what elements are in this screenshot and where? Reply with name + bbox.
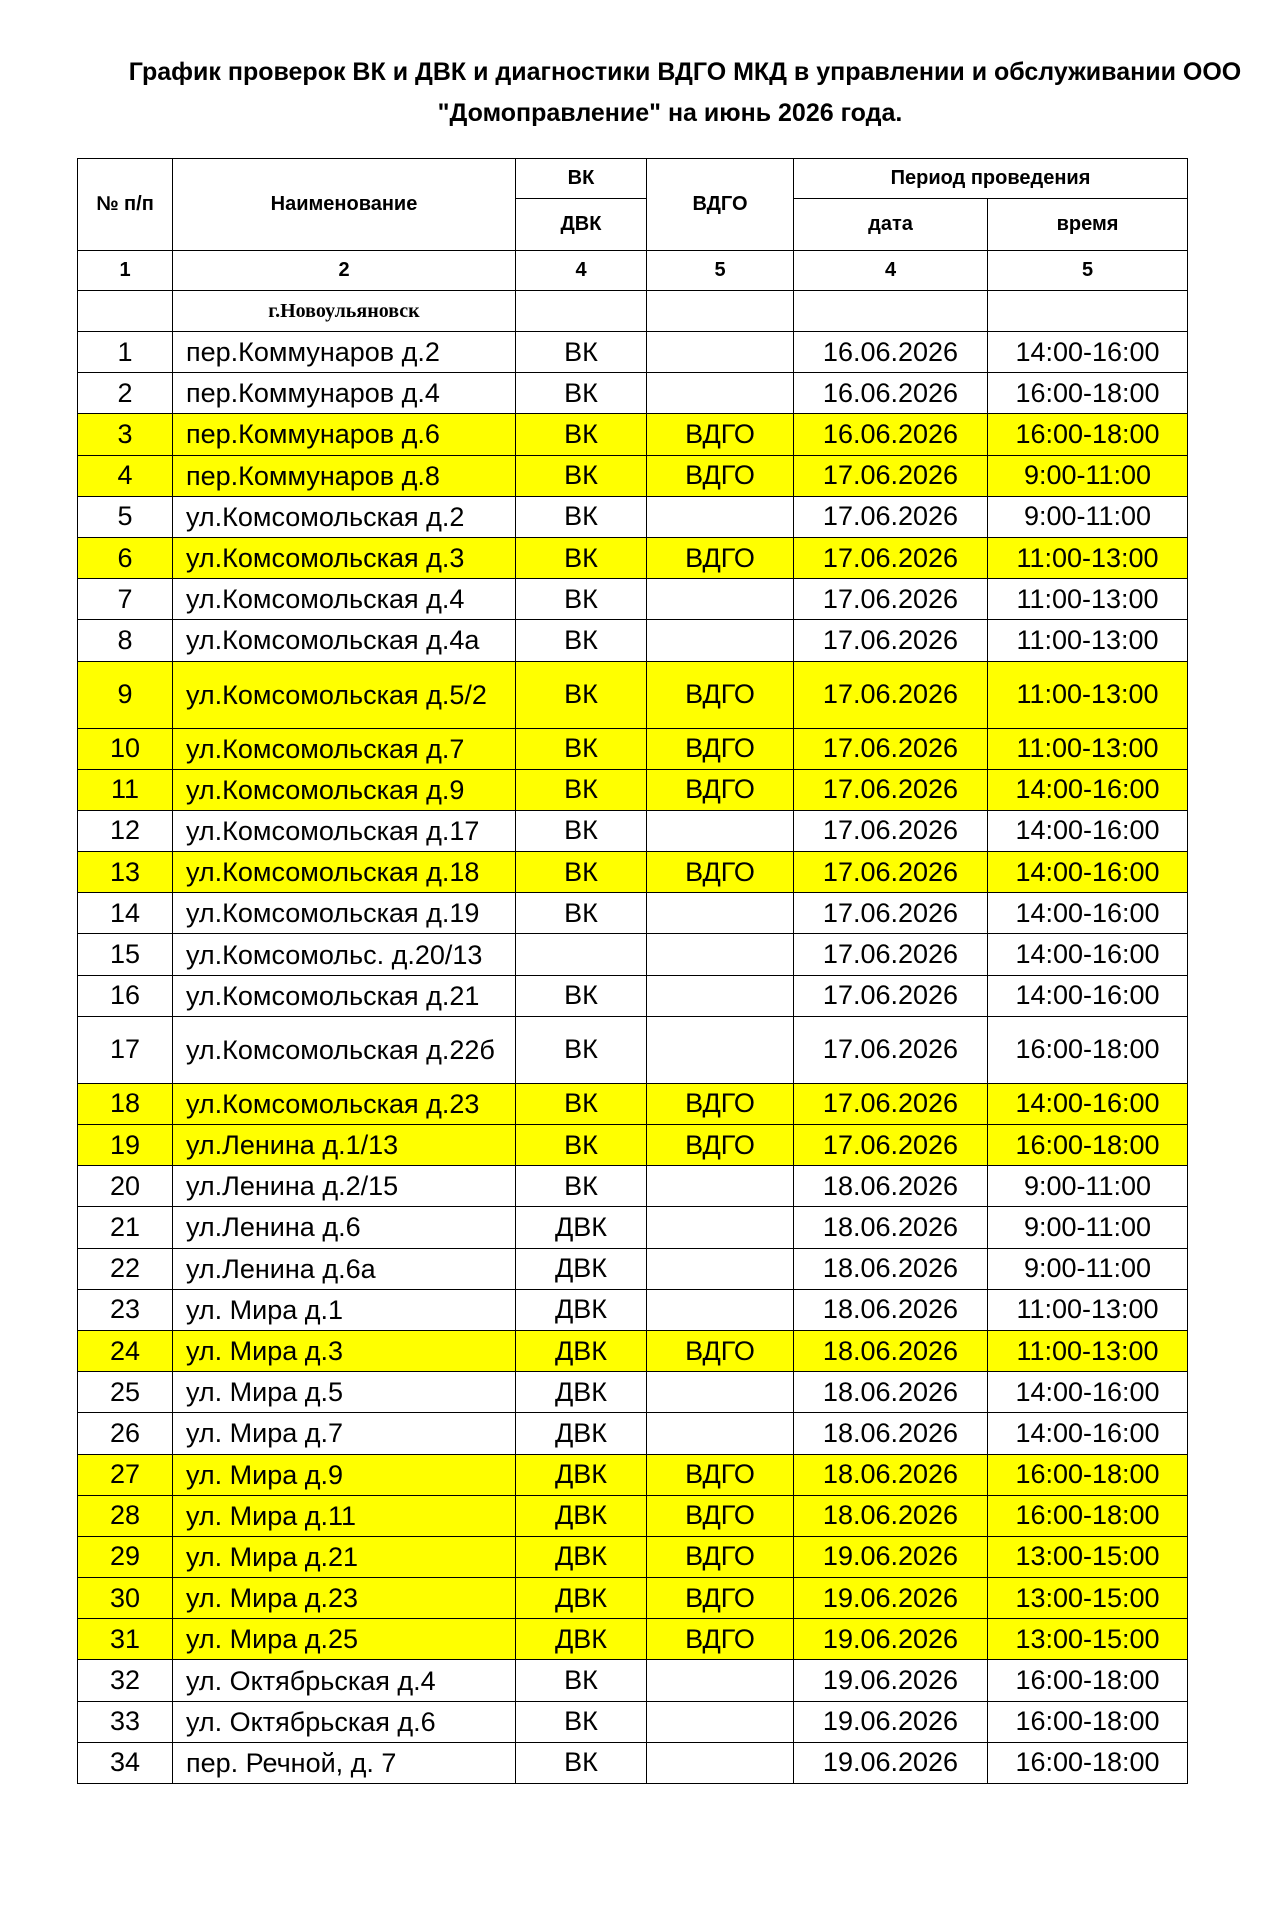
table-row xyxy=(78,373,1188,414)
table-row xyxy=(78,1016,1188,1083)
inspection-type: ВК xyxy=(516,1166,647,1207)
row-number: 14 xyxy=(78,893,173,934)
table-row xyxy=(78,1619,1188,1660)
inspection-time: 11:00-13:00 xyxy=(988,728,1188,769)
address-name: пер.Коммунаров д.8 xyxy=(173,455,516,496)
inspection-type: ВК xyxy=(516,810,647,851)
inspection-date: 19.06.2026 xyxy=(794,1536,988,1577)
row-number: 13 xyxy=(78,852,173,893)
inspection-time: 16:00-18:00 xyxy=(988,1125,1188,1166)
vdgo-mark xyxy=(647,496,794,537)
inspection-date: 18.06.2026 xyxy=(794,1372,988,1413)
inspection-date: 18.06.2026 xyxy=(794,1289,988,1330)
inspection-time: 11:00-13:00 xyxy=(988,579,1188,620)
inspection-type: ВК xyxy=(516,496,647,537)
inspection-date: 19.06.2026 xyxy=(794,1701,988,1742)
inspection-type: ДВК xyxy=(516,1289,647,1330)
inspection-date: 19.06.2026 xyxy=(794,1619,988,1660)
table-row xyxy=(78,1413,1188,1454)
table-row xyxy=(78,1166,1188,1207)
inspection-type: ВК xyxy=(516,1742,647,1783)
row-number: 29 xyxy=(78,1536,173,1577)
vdgo-mark: ВДГО xyxy=(647,414,794,455)
city-cell-empty xyxy=(988,291,1188,332)
inspection-type: ВК xyxy=(516,620,647,661)
inspection-type: ВК xyxy=(516,1125,647,1166)
vdgo-mark xyxy=(647,620,794,661)
vdgo-mark: ВДГО xyxy=(647,1083,794,1124)
address-name: ул. Мира д.7 xyxy=(173,1413,516,1454)
inspection-type: ДВК xyxy=(516,1578,647,1619)
inspection-type: ВК xyxy=(516,852,647,893)
inspection-type: ВК xyxy=(516,893,647,934)
row-number: 34 xyxy=(78,1742,173,1783)
address-name: ул.Комсомольская д.9 xyxy=(173,769,516,810)
inspection-date: 17.06.2026 xyxy=(794,769,988,810)
address-name: ул.Комсомольс. д.20/13 xyxy=(173,934,516,975)
address-name: ул. Мира д.9 xyxy=(173,1454,516,1495)
vdgo-mark: ВДГО xyxy=(647,537,794,578)
inspection-date: 17.06.2026 xyxy=(794,1083,988,1124)
inspection-time: 13:00-15:00 xyxy=(988,1536,1188,1577)
city-cell-empty xyxy=(647,291,794,332)
vdgo-mark: ВДГО xyxy=(647,1125,794,1166)
header-date: дата xyxy=(794,199,988,251)
inspection-time: 14:00-16:00 xyxy=(988,332,1188,373)
inspection-type: ВК xyxy=(516,579,647,620)
inspection-date: 18.06.2026 xyxy=(794,1495,988,1536)
column-number: 1 xyxy=(78,251,173,291)
table-row xyxy=(78,975,1188,1016)
inspection-time: 16:00-18:00 xyxy=(988,1660,1188,1701)
title-line-2: "Домоправление" на июнь 2026 года. xyxy=(437,99,903,127)
row-number: 16 xyxy=(78,975,173,1016)
address-name: ул.Комсомольская д.19 xyxy=(173,893,516,934)
row-number: 30 xyxy=(78,1578,173,1619)
row-number: 12 xyxy=(78,810,173,851)
table-row xyxy=(78,1495,1188,1536)
city-cell-empty xyxy=(516,291,647,332)
row-number: 18 xyxy=(78,1083,173,1124)
address-name: ул.Комсомольская д.4а xyxy=(173,620,516,661)
row-number: 19 xyxy=(78,1125,173,1166)
inspection-date: 17.06.2026 xyxy=(794,1125,988,1166)
address-name: ул. Октябрьская д.6 xyxy=(173,1701,516,1742)
inspection-time: 16:00-18:00 xyxy=(988,414,1188,455)
header-vdgo: ВДГО xyxy=(647,159,794,251)
table-row xyxy=(78,1289,1188,1330)
address-name: пер.Коммунаров д.4 xyxy=(173,373,516,414)
vdgo-mark: ВДГО xyxy=(647,661,794,728)
table-row xyxy=(78,852,1188,893)
title-line-1: График проверок ВК и ДВК и диагностики ВДГО МКД в управлении и обслуживании ООО xyxy=(128,58,1242,86)
header-row-1 xyxy=(78,159,1188,199)
address-name: ул.Ленина д.2/15 xyxy=(173,1166,516,1207)
inspection-type: ВК xyxy=(516,537,647,578)
inspection-type: ВК xyxy=(516,373,647,414)
inspection-time: 16:00-18:00 xyxy=(988,1742,1188,1783)
address-name: пер.Коммунаров д.2 xyxy=(173,332,516,373)
city-cell-empty xyxy=(78,291,173,332)
inspection-date: 17.06.2026 xyxy=(794,728,988,769)
inspection-time: 14:00-16:00 xyxy=(988,1413,1188,1454)
column-number: 4 xyxy=(516,251,647,291)
row-number: 25 xyxy=(78,1372,173,1413)
column-number: 5 xyxy=(988,251,1188,291)
address-name: ул.Комсомольская д.23 xyxy=(173,1083,516,1124)
inspection-type: ДВК xyxy=(516,1619,647,1660)
schedule-table xyxy=(77,158,1188,1784)
header-name: Наименование xyxy=(173,159,516,251)
table-row xyxy=(78,1207,1188,1248)
inspection-type: ДВК xyxy=(516,1495,647,1536)
inspection-time: 14:00-16:00 xyxy=(988,934,1188,975)
inspection-time: 14:00-16:00 xyxy=(988,769,1188,810)
schedule-table-body xyxy=(78,159,1188,1784)
address-name: ул. Мира д.5 xyxy=(173,1372,516,1413)
inspection-date: 18.06.2026 xyxy=(794,1413,988,1454)
inspection-time: 13:00-15:00 xyxy=(988,1578,1188,1619)
row-number: 22 xyxy=(78,1248,173,1289)
table-row xyxy=(78,810,1188,851)
vdgo-mark: ВДГО xyxy=(647,1536,794,1577)
inspection-type: ДВК xyxy=(516,1372,647,1413)
vdgo-mark xyxy=(647,1289,794,1330)
inspection-type: ВК xyxy=(516,1660,647,1701)
row-number: 24 xyxy=(78,1330,173,1371)
inspection-date: 18.06.2026 xyxy=(794,1166,988,1207)
table-row xyxy=(78,1660,1188,1701)
vdgo-mark xyxy=(647,332,794,373)
vdgo-mark xyxy=(647,893,794,934)
column-number: 4 xyxy=(794,251,988,291)
document-title xyxy=(60,52,1277,134)
address-name: ул.Ленина д.6 xyxy=(173,1207,516,1248)
vdgo-mark xyxy=(647,1207,794,1248)
row-number: 5 xyxy=(78,496,173,537)
table-row xyxy=(78,934,1188,975)
inspection-time: 9:00-11:00 xyxy=(988,455,1188,496)
row-number: 28 xyxy=(78,1495,173,1536)
row-number: 8 xyxy=(78,620,173,661)
header-vk: ВК xyxy=(516,159,647,199)
inspection-time: 14:00-16:00 xyxy=(988,810,1188,851)
address-name: ул. Мира д.1 xyxy=(173,1289,516,1330)
inspection-date: 17.06.2026 xyxy=(794,661,988,728)
inspection-type: ВК xyxy=(516,769,647,810)
vdgo-mark xyxy=(647,1372,794,1413)
table-row xyxy=(78,496,1188,537)
table-row xyxy=(78,1372,1188,1413)
address-name: ул. Октябрьская д.4 xyxy=(173,1660,516,1701)
inspection-time: 9:00-11:00 xyxy=(988,1166,1188,1207)
row-number: 7 xyxy=(78,579,173,620)
inspection-time: 16:00-18:00 xyxy=(988,1454,1188,1495)
inspection-time: 9:00-11:00 xyxy=(988,496,1188,537)
table-row xyxy=(78,1248,1188,1289)
inspection-time: 11:00-13:00 xyxy=(988,1289,1188,1330)
row-number: 2 xyxy=(78,373,173,414)
inspection-time: 14:00-16:00 xyxy=(988,1372,1188,1413)
vdgo-mark xyxy=(647,579,794,620)
address-name: ул.Комсомольская д.7 xyxy=(173,728,516,769)
header-time: время xyxy=(988,199,1188,251)
vdgo-mark xyxy=(647,1166,794,1207)
inspection-date: 17.06.2026 xyxy=(794,852,988,893)
city-name: г.Новоульяновск xyxy=(173,291,516,332)
inspection-type: ДВК xyxy=(516,1248,647,1289)
inspection-type: ВК xyxy=(516,1016,647,1083)
table-row xyxy=(78,769,1188,810)
vdgo-mark xyxy=(647,1742,794,1783)
vdgo-mark: ВДГО xyxy=(647,1495,794,1536)
inspection-type: ДВК xyxy=(516,1330,647,1371)
inspection-type: ВК xyxy=(516,414,647,455)
inspection-date: 18.06.2026 xyxy=(794,1454,988,1495)
row-number: 11 xyxy=(78,769,173,810)
inspection-date: 17.06.2026 xyxy=(794,455,988,496)
vdgo-mark: ВДГО xyxy=(647,1330,794,1371)
inspection-date: 17.06.2026 xyxy=(794,975,988,1016)
inspection-time: 11:00-13:00 xyxy=(988,620,1188,661)
column-number-row xyxy=(78,251,1188,291)
row-number: 26 xyxy=(78,1413,173,1454)
inspection-time: 14:00-16:00 xyxy=(988,893,1188,934)
inspection-date: 19.06.2026 xyxy=(794,1742,988,1783)
inspection-time: 16:00-18:00 xyxy=(988,1495,1188,1536)
table-row xyxy=(78,455,1188,496)
inspection-time: 11:00-13:00 xyxy=(988,1330,1188,1371)
column-number: 5 xyxy=(647,251,794,291)
table-row xyxy=(78,620,1188,661)
vdgo-mark xyxy=(647,934,794,975)
row-number: 15 xyxy=(78,934,173,975)
address-name: ул. Мира д.25 xyxy=(173,1619,516,1660)
vdgo-mark xyxy=(647,1660,794,1701)
vdgo-mark xyxy=(647,373,794,414)
row-number: 10 xyxy=(78,728,173,769)
vdgo-mark xyxy=(647,1248,794,1289)
table-row xyxy=(78,661,1188,728)
address-name: ул. Мира д.11 xyxy=(173,1495,516,1536)
table-row xyxy=(78,1083,1188,1124)
table-row xyxy=(78,414,1188,455)
table-row xyxy=(78,332,1188,373)
table-row xyxy=(78,1125,1188,1166)
inspection-type: ДВК xyxy=(516,1413,647,1454)
row-number: 6 xyxy=(78,537,173,578)
inspection-date: 18.06.2026 xyxy=(794,1330,988,1371)
address-name: ул.Комсомольская д.22б xyxy=(173,1016,516,1083)
inspection-date: 16.06.2026 xyxy=(794,373,988,414)
table-row xyxy=(78,579,1188,620)
column-number: 2 xyxy=(173,251,516,291)
row-number: 21 xyxy=(78,1207,173,1248)
inspection-time: 11:00-13:00 xyxy=(988,537,1188,578)
vdgo-mark xyxy=(647,810,794,851)
address-name: ул. Мира д.21 xyxy=(173,1536,516,1577)
inspection-type: ВК xyxy=(516,661,647,728)
header-dvk: ДВК xyxy=(516,199,647,251)
inspection-time: 14:00-16:00 xyxy=(988,975,1188,1016)
inspection-date: 17.06.2026 xyxy=(794,1016,988,1083)
row-number: 33 xyxy=(78,1701,173,1742)
vdgo-mark xyxy=(647,1701,794,1742)
address-name: ул.Комсомольская д.18 xyxy=(173,852,516,893)
row-number: 3 xyxy=(78,414,173,455)
header-period: Период проведения xyxy=(794,159,1188,199)
address-name: ул.Комсомольская д.2 xyxy=(173,496,516,537)
inspection-date: 17.06.2026 xyxy=(794,810,988,851)
inspection-date: 17.06.2026 xyxy=(794,934,988,975)
inspection-type: ДВК xyxy=(516,1536,647,1577)
inspection-time: 14:00-16:00 xyxy=(988,1083,1188,1124)
address-name: ул.Ленина д.1/13 xyxy=(173,1125,516,1166)
inspection-date: 18.06.2026 xyxy=(794,1207,988,1248)
row-number: 20 xyxy=(78,1166,173,1207)
inspection-date: 17.06.2026 xyxy=(794,579,988,620)
vdgo-mark: ВДГО xyxy=(647,1619,794,1660)
inspection-type xyxy=(516,934,647,975)
vdgo-mark: ВДГО xyxy=(647,769,794,810)
row-number: 9 xyxy=(78,661,173,728)
vdgo-mark xyxy=(647,1413,794,1454)
inspection-date: 17.06.2026 xyxy=(794,620,988,661)
address-name: пер. Речной, д. 7 xyxy=(173,1742,516,1783)
address-name: ул.Комсомольская д.4 xyxy=(173,579,516,620)
address-name: ул. Мира д.23 xyxy=(173,1578,516,1619)
inspection-date: 16.06.2026 xyxy=(794,332,988,373)
inspection-date: 18.06.2026 xyxy=(794,1248,988,1289)
vdgo-mark xyxy=(647,975,794,1016)
table-row xyxy=(78,1330,1188,1371)
row-number: 1 xyxy=(78,332,173,373)
inspection-type: ВК xyxy=(516,1701,647,1742)
inspection-type: ДВК xyxy=(516,1454,647,1495)
header-num: № п/п xyxy=(78,159,173,251)
vdgo-mark: ВДГО xyxy=(647,455,794,496)
inspection-type: ВК xyxy=(516,975,647,1016)
inspection-date: 17.06.2026 xyxy=(794,496,988,537)
inspection-date: 19.06.2026 xyxy=(794,1578,988,1619)
inspection-date: 17.06.2026 xyxy=(794,893,988,934)
inspection-time: 16:00-18:00 xyxy=(988,1701,1188,1742)
inspection-type: ВК xyxy=(516,455,647,496)
table-row xyxy=(78,1454,1188,1495)
inspection-time: 9:00-11:00 xyxy=(988,1248,1188,1289)
inspection-date: 17.06.2026 xyxy=(794,537,988,578)
address-name: ул.Комсомольская д.3 xyxy=(173,537,516,578)
inspection-type: ВК xyxy=(516,1083,647,1124)
vdgo-mark: ВДГО xyxy=(647,1578,794,1619)
address-name: ул.Комсомольская д.17 xyxy=(173,810,516,851)
row-number: 31 xyxy=(78,1619,173,1660)
table-row xyxy=(78,1536,1188,1577)
inspection-time: 16:00-18:00 xyxy=(988,1016,1188,1083)
row-number: 27 xyxy=(78,1454,173,1495)
row-number: 23 xyxy=(78,1289,173,1330)
row-number: 32 xyxy=(78,1660,173,1701)
row-number: 4 xyxy=(78,455,173,496)
vdgo-mark: ВДГО xyxy=(647,1454,794,1495)
table-row xyxy=(78,1701,1188,1742)
inspection-time: 11:00-13:00 xyxy=(988,661,1188,728)
city-cell-empty xyxy=(794,291,988,332)
address-name: пер.Коммунаров д.6 xyxy=(173,414,516,455)
table-row xyxy=(78,1742,1188,1783)
table-row xyxy=(78,537,1188,578)
inspection-type: ВК xyxy=(516,728,647,769)
inspection-type: ВК xyxy=(516,332,647,373)
row-number: 17 xyxy=(78,1016,173,1083)
address-name: ул. Мира д.3 xyxy=(173,1330,516,1371)
table-row xyxy=(78,893,1188,934)
address-name: ул.Комсомольская д.21 xyxy=(173,975,516,1016)
inspection-date: 19.06.2026 xyxy=(794,1660,988,1701)
inspection-time: 16:00-18:00 xyxy=(988,373,1188,414)
table-row xyxy=(78,728,1188,769)
inspection-time: 9:00-11:00 xyxy=(988,1207,1188,1248)
table-row xyxy=(78,1578,1188,1619)
vdgo-mark: ВДГО xyxy=(647,852,794,893)
city-row xyxy=(78,291,1188,332)
address-name: ул.Комсомольская д.5/2 xyxy=(173,661,516,728)
inspection-time: 14:00-16:00 xyxy=(988,852,1188,893)
inspection-type: ДВК xyxy=(516,1207,647,1248)
address-name: ул.Ленина д.6а xyxy=(173,1248,516,1289)
vdgo-mark: ВДГО xyxy=(647,728,794,769)
vdgo-mark xyxy=(647,1016,794,1083)
inspection-date: 16.06.2026 xyxy=(794,414,988,455)
inspection-time: 13:00-15:00 xyxy=(988,1619,1188,1660)
